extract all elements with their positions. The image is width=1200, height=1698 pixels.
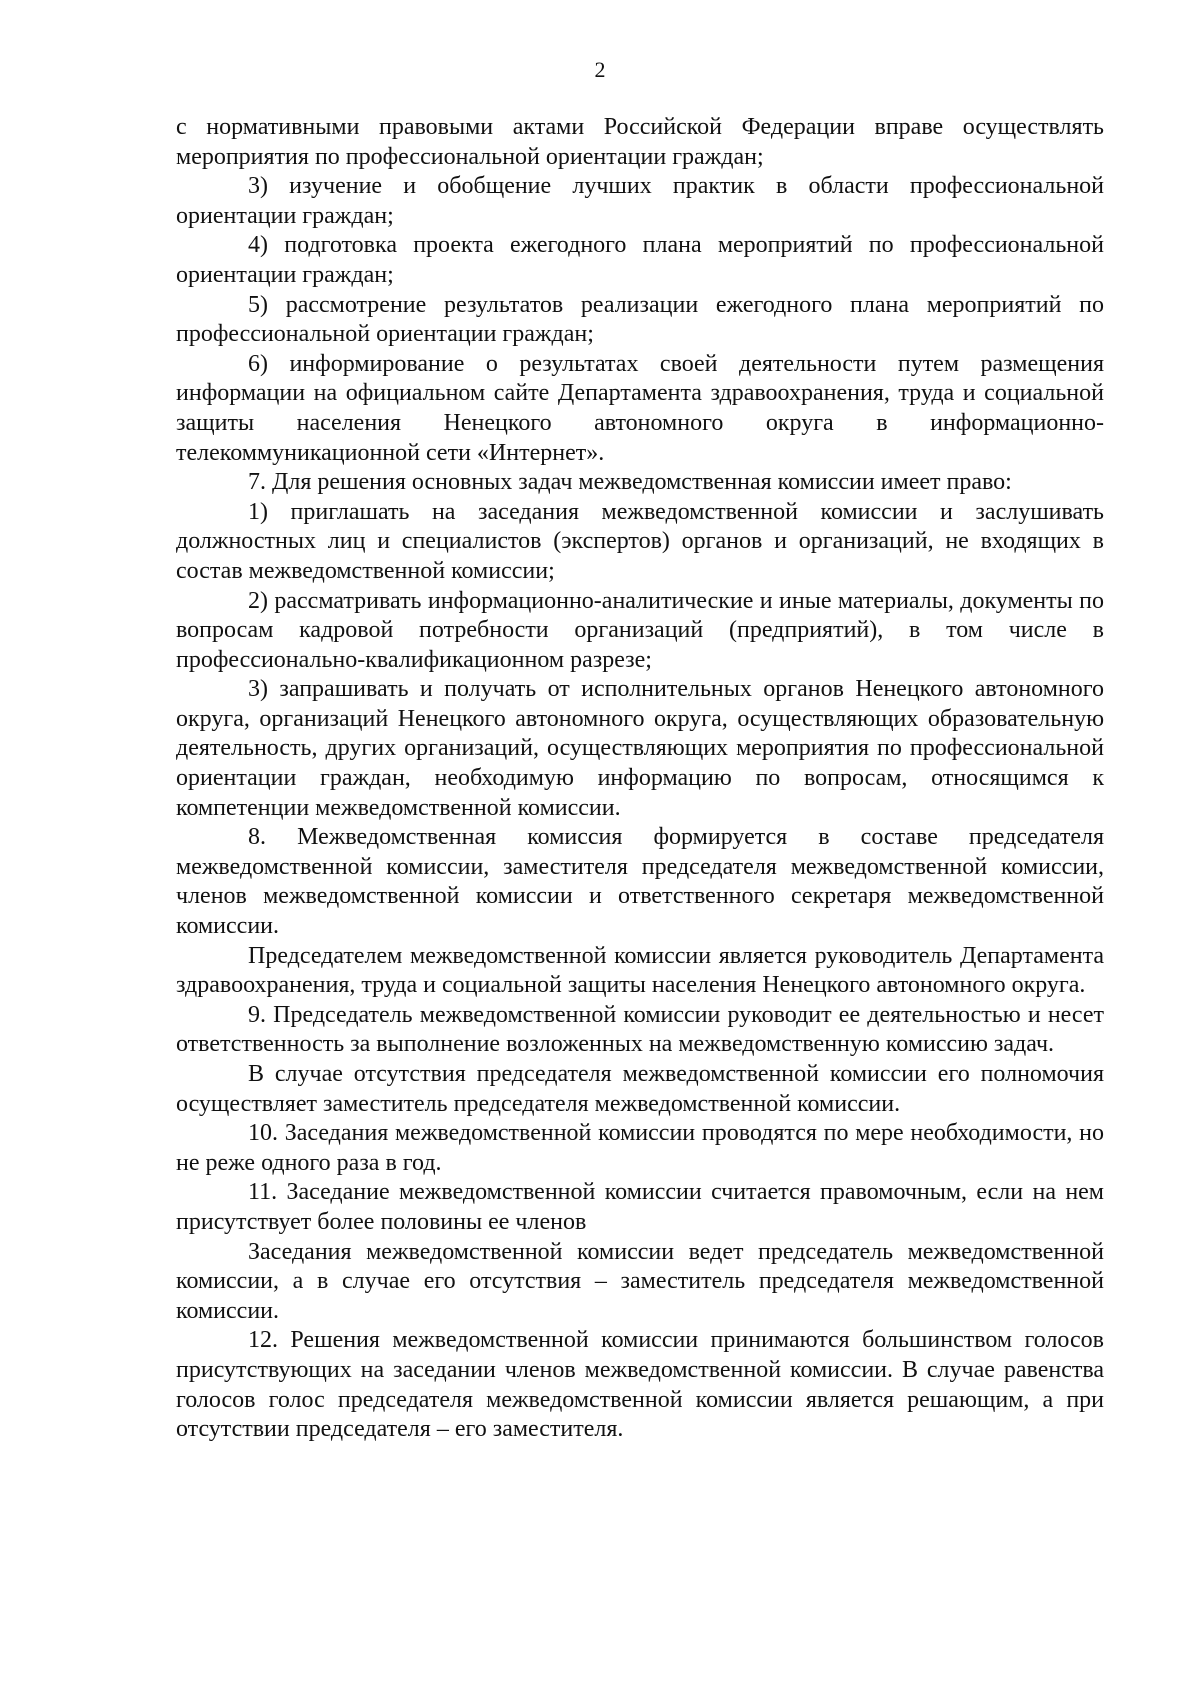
paragraph-section-7: 7. Для решения основных задач межведомственная комиссии имеет право: bbox=[248, 469, 1012, 496]
paragraph-meeting-chair: Заседания межведомственной комиссии ведет председатель межведомственной комиссии, а в случае его отсутствия – заместитель председателя межведомственной комиссии. bbox=[176, 1238, 1104, 1324]
paragraph-item-6: 6) информирование о результатах своей деятельности путем размещения информации на официальном сайте Департамента здравоохранения, труда и социальной защиты населения Ненецкого автономного округа в информационно-телекоммуникационной сети «Интернет». bbox=[176, 350, 1104, 466]
paragraph-section-9: 9. Председатель межведомственной комиссии руководит ее деятельностью и несет ответственность за выполнение возложенных на межведомственную комиссию задач. bbox=[176, 1001, 1104, 1058]
page-number: 2 bbox=[594, 57, 606, 82]
paragraph-section-12: 12. Решения межведомственной комиссии принимаются большинством голосов присутствующих на заседании членов межведомственной комиссии. В случае равенства голосов голос председателя межведомственной комиссии является решающим, а при отсутствии председателя – его заместителя. bbox=[176, 1327, 1104, 1443]
paragraph-section-7-item-1: 1) приглашать на заседания межведомственной комиссии и заслушивать должностных лиц и специалистов (экспертов) органов и организаций, не входящих в состав межведомственной комиссии; bbox=[176, 498, 1104, 584]
paragraph-item-5: 5) рассмотрение результатов реализации ежегодного плана мероприятий по профессиональной ориентации граждан; bbox=[176, 291, 1104, 348]
paragraph-section-7-item-2: 2) рассматривать информационно-аналитические и иные материалы, документы по вопросам кадровой потребности организаций (предприятий), в том числе в профессионально-квалификационном разрезе; bbox=[176, 587, 1104, 673]
paragraph-section-8: 8. Межведомственная комиссия формируется в составе председателя межведомственной комиссии, заместителя председателя межведомственной комиссии, членов межведомственной комиссии и ответственного секретаря межведомственной комиссии. bbox=[176, 824, 1104, 940]
paragraph-absence: В случае отсутствия председателя межведомственной комиссии его полномочия осуществляет заместитель председателя межведомственной комиссии. bbox=[176, 1061, 1104, 1117]
paragraph-item-4: 4) подготовка проекта ежегодного плана мероприятий по профессиональной ориентации граждан; bbox=[176, 232, 1104, 288]
paragraph-chairman: Председателем межведомственной комиссии является руководитель Департамента здравоохранения, труда и социальной защиты населения Ненецкого автономного округа. bbox=[176, 942, 1104, 999]
paragraph-item-3: 3) изучение и обобщение лучших практик в области профессиональной ориентации граждан; bbox=[176, 173, 1104, 229]
paragraph-continuation: с нормативными правовыми актами Российской Федерации вправе осуществлять мероприятия по профессиональной ориентации граждан; bbox=[176, 114, 1104, 170]
paragraph-section-11: 11. Заседание межведомственной комиссии считается правомочным, если на нем присутствует более половины ее членов bbox=[176, 1179, 1104, 1235]
document-body bbox=[176, 113, 1104, 1445]
paragraph-section-10: 10. Заседания межведомственной комиссии проводятся по мере необходимости, но не реже одного раза в год. bbox=[176, 1120, 1104, 1176]
paragraph-section-7-item-3: 3) запрашивать и получать от исполнительных органов Ненецкого автономного округа, организаций Ненецкого автономного округа, осуществляющих образовательную деятельность, других организаций, осуществляющих мероприятия по профессиональной ориентации граждан, необходимую информацию по вопросам, относящимся к компетенции межведомственной комиссии. bbox=[176, 676, 1104, 821]
